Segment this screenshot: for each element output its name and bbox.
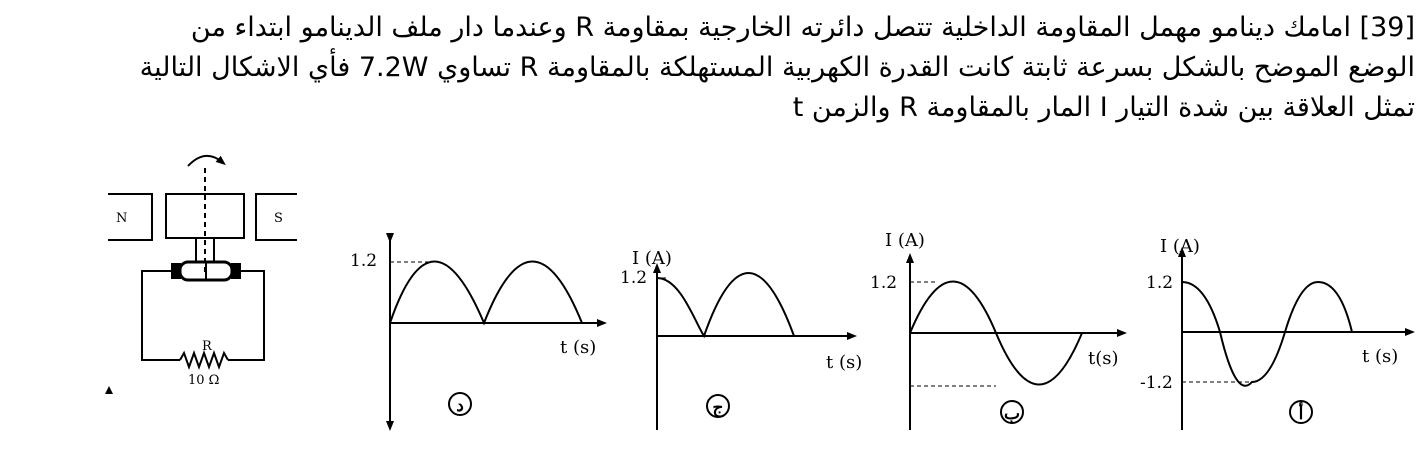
rotation-arrow-icon	[188, 156, 222, 166]
x-axis-label: t(s)	[1088, 348, 1119, 369]
option-label: ب	[1003, 404, 1021, 424]
north-pole	[108, 194, 152, 240]
question-line-3: تمثل العلاقة بين شدة التيار I المار بالمقاومة R والزمن t	[792, 92, 1415, 123]
y-axis-label: I (A)	[885, 230, 925, 251]
option-label: د	[456, 396, 464, 416]
peak-label: 1.2	[350, 251, 378, 271]
resistance-value: 10 Ω	[188, 373, 220, 388]
peak-label: 1.2	[1146, 273, 1174, 293]
y-axis-label: I (A)	[1160, 236, 1200, 257]
current-curve	[390, 262, 582, 324]
pole-label-n: N	[116, 211, 128, 226]
x-axis-label: t (s)	[826, 352, 863, 373]
pole-label-s: S	[274, 211, 283, 226]
graph-j	[657, 268, 852, 430]
brush-right	[232, 264, 240, 278]
resistor-icon	[180, 353, 228, 367]
option-label: ج	[712, 398, 724, 418]
question-line-2: الوضع الموضح بالشكل بسرعة ثابتة كانت القدرة الكهربية المستهلكة بالمقاومة R تساوي 7.2W فأي الاشكال التالية	[139, 52, 1415, 83]
graph-a	[1182, 252, 1410, 430]
circuit-wire	[142, 271, 180, 360]
question-line-1: [39] امامك دينامو مهمل المقاومة الداخلية تتصل دائرته الخارجية بمقاومة R وعندما دار ملف الدينامو ابتداء من	[190, 12, 1415, 43]
option-label: أ	[1298, 404, 1304, 424]
brush-left	[172, 264, 180, 278]
peak-label: 1.2	[870, 273, 898, 293]
resistor-label: R	[202, 339, 212, 354]
dynamo-diagram	[105, 156, 297, 394]
x-axis-label: t (s)	[560, 337, 597, 358]
small-arrow-icon	[105, 386, 113, 394]
current-curve	[1182, 282, 1352, 386]
graph-d	[390, 238, 602, 426]
peak-label: 1.2	[620, 268, 648, 288]
y-axis-label: I (A)	[632, 248, 672, 269]
trough-label: -1.2	[1140, 373, 1173, 393]
x-axis-label: t (s)	[1362, 346, 1399, 367]
current-curve	[657, 273, 794, 336]
